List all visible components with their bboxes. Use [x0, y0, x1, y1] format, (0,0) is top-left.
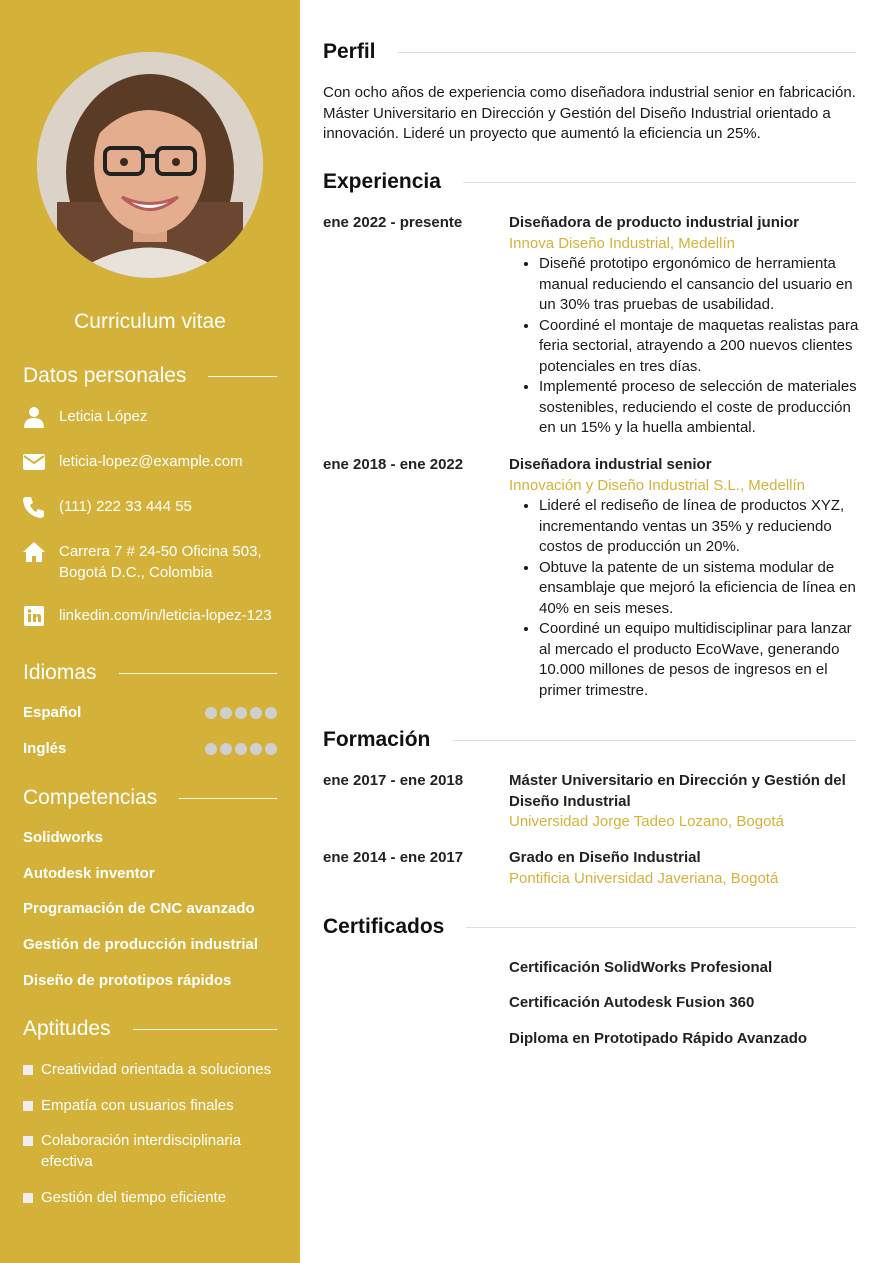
- experience-date: ene 2018 - ene 2022: [323, 456, 464, 473]
- level-dot: [250, 707, 262, 719]
- employer: Innova Diseño Industrial, Medellín: [509, 234, 735, 252]
- phone-icon: [23, 496, 45, 518]
- heading-divider: [398, 52, 856, 53]
- linkedin-link[interactable]: linkedin.com/in/leticia-lopez-123: [59, 607, 272, 624]
- certificate-item: Certificación SolidWorks Profesional: [509, 959, 773, 976]
- main-content: [323, 0, 859, 1263]
- level-dot: [220, 743, 232, 755]
- address-row: [23, 542, 279, 583]
- home-icon: [23, 541, 45, 563]
- certificates-heading-text: Certificados: [323, 915, 445, 938]
- personal-data-heading: [23, 364, 277, 388]
- degree-title: Grado en Diseño Industrial: [509, 849, 701, 866]
- address: Carrera 7 # 24-50 Oficina 503, Bogotá D.C., Colombia: [59, 543, 262, 581]
- certificate-item: Diploma en Prototipado Rápido Avanzado: [509, 1030, 808, 1047]
- user-icon: [23, 406, 45, 428]
- square-bullet-icon: [23, 1101, 33, 1111]
- heading-divider: [463, 182, 856, 183]
- heading-divider: [119, 673, 277, 674]
- experience-entry: [509, 213, 859, 439]
- square-bullet-icon: [23, 1193, 33, 1203]
- experience-heading: [323, 170, 856, 194]
- personal-data-heading-text: Datos personales: [23, 364, 187, 387]
- language-level-dots: [205, 743, 277, 755]
- person-name: Leticia López: [59, 408, 148, 425]
- aptitude-text: Creatividad orientada a soluciones: [41, 1061, 272, 1078]
- education-heading: [323, 728, 856, 752]
- heading-divider: [452, 740, 856, 741]
- level-dot: [220, 707, 232, 719]
- email-row: [23, 452, 279, 473]
- competencies-heading-text: Competencias: [23, 786, 158, 809]
- square-bullet-icon: [23, 1136, 33, 1146]
- level-dot: [265, 743, 277, 755]
- achievement-list: [509, 496, 859, 701]
- job-title: Diseñadora de producto industrial junior: [509, 214, 800, 231]
- education-date: ene 2014 - ene 2017: [323, 849, 464, 866]
- language-name: Inglés: [23, 740, 67, 757]
- language-name: Español: [23, 704, 82, 721]
- achievement-item: • Lideré el rediseño de línea de productos XYZ, incrementando ventas un 35% y reduciendo costos de producción un 20%.: [539, 496, 859, 558]
- heading-divider: [208, 376, 277, 377]
- aptitude-item: [23, 1060, 279, 1081]
- square-bullet-icon: [23, 1065, 33, 1075]
- cv-title: Curriculum vitae: [74, 310, 226, 333]
- job-title: Diseñadora industrial senior: [509, 456, 712, 473]
- linkedin-icon: [23, 605, 45, 627]
- name-row: [23, 407, 279, 428]
- institution: Pontificia Universidad Javeriana, Bogotá: [509, 869, 779, 887]
- linkedin-row: [23, 606, 279, 627]
- language-level-dots: [205, 707, 277, 719]
- aptitude-text: Empatía con usuarios finales: [41, 1097, 234, 1114]
- experience-date: ene 2022 - presente: [323, 214, 463, 231]
- aptitude-text: Colaboración interdisciplinaria efectiva: [41, 1132, 242, 1170]
- envelope-icon: [23, 451, 45, 473]
- level-dot: [205, 743, 217, 755]
- aptitudes-heading-text: Aptitudes: [23, 1017, 111, 1040]
- level-dot: [235, 707, 247, 719]
- competencies-heading: [23, 786, 277, 810]
- education-entry: [509, 771, 859, 833]
- education-entry: [509, 848, 859, 889]
- experience-heading-text: Experiencia: [323, 170, 441, 193]
- language-row: [23, 704, 277, 721]
- achievement-item: • Coordiné el montaje de maquetas realistas para feria sectorial, atrayendo a 200 nuevos clientes potenciales en tres días.: [539, 316, 859, 378]
- level-dot: [205, 707, 217, 719]
- heading-divider: [179, 798, 277, 799]
- aptitude-text: Gestión del tiempo eficiente: [41, 1189, 227, 1206]
- heading-divider: [133, 1029, 277, 1030]
- language-row: [23, 740, 277, 757]
- phone-row: [23, 497, 279, 518]
- profile-heading: [323, 40, 856, 64]
- aptitude-item: [23, 1188, 279, 1209]
- phone-number[interactable]: (111) 222 33 444 55: [59, 498, 192, 515]
- achievement-item: • Obtuve la patente de un sistema modular de ensamblaje que mejoró la eficiencia de línea en 40% en seis meses.: [539, 558, 859, 620]
- competency-item: Programación de CNC avanzado: [23, 900, 255, 917]
- achievement-item: • Diseñé prototipo ergonómico de herramienta manual reduciendo el cansancio del usuario en un 30% tras pruebas de usabilidad.: [539, 254, 859, 316]
- achievement-list: [509, 254, 859, 439]
- heading-divider: [466, 927, 856, 928]
- competency-item: Diseño de prototipos rápidos: [23, 972, 232, 989]
- sidebar: [0, 0, 300, 1263]
- competency-item: Gestión de producción industrial: [23, 936, 259, 953]
- aptitudes-heading: [23, 1017, 277, 1041]
- institution: Universidad Jorge Tadeo Lozano, Bogotá: [509, 813, 784, 830]
- achievement-item: • Implementé proceso de selección de materiales sostenibles, reduciendo el coste de producción en un 15% y la huella ambiental.: [539, 377, 859, 439]
- languages-heading-text: Idiomas: [23, 661, 97, 684]
- email-link[interactable]: leticia-lopez@example.com: [59, 453, 243, 470]
- education-heading-text: Formación: [323, 728, 431, 751]
- aptitude-item: [23, 1096, 279, 1117]
- profile-summary: Con ocho años de experiencia como diseñadora industrial senior en fabricación. Máster Universitario en Dirección y Gestión del Diseño Industrial orientado a innovación. Lideré un proyecto que aumentó la eficiencia un 25%.: [323, 84, 856, 142]
- degree-title: Máster Universitario en Dirección y Gestión del Diseño Industrial: [509, 772, 846, 810]
- level-dot: [250, 743, 262, 755]
- languages-heading: [23, 661, 277, 685]
- aptitude-item: [23, 1131, 279, 1172]
- competency-item: Solidworks: [23, 829, 104, 846]
- competency-item: Autodesk inventor: [23, 865, 155, 882]
- profile-heading-text: Perfil: [323, 40, 376, 63]
- certificates-heading: [323, 915, 856, 939]
- level-dot: [235, 743, 247, 755]
- achievement-item: • Coordiné un equipo multidisciplinar para lanzar al mercado el producto EcoWave, generando 10.000 millones de pesos de ingresos en el primer trimestre.: [539, 619, 859, 701]
- profile-photo: [37, 52, 263, 278]
- education-date: ene 2017 - ene 2018: [323, 772, 464, 789]
- experience-entry: [509, 455, 859, 701]
- certificate-item: Certificación Autodesk Fusion 360: [509, 994, 755, 1011]
- employer: Innovación y Diseño Industrial S.L., Medellín: [509, 476, 805, 494]
- level-dot: [265, 707, 277, 719]
